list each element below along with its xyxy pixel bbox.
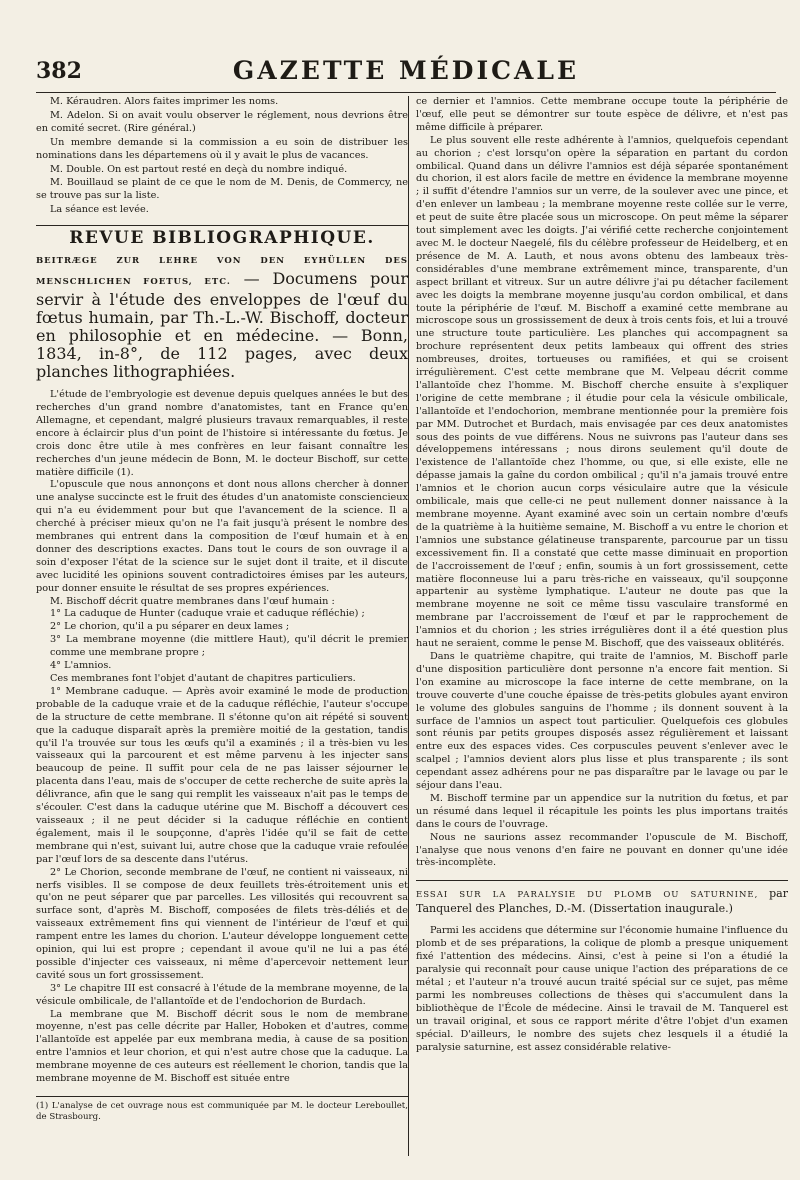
right-column	[416, 96, 788, 1156]
minutes-line: M. Double. On est partout resté en deçà du nombre indiqué.	[50, 163, 348, 175]
book-title-lead: BEITRÆGE ZUR LEHRE VON DEN EYHÜLLEN DES MENSCHLICHEN FOETUS, ETC.	[36, 256, 408, 288]
paragraph: L'opuscule que nous annonçons et dont nous allons chercher à donner une analyse succincte est le fruit des études d'un anatomiste consciencieux qui n'a eu évidemment pour but que l'avancement de la science. Il a cherché à préciser mieux qu'on ne l'a fait jusqu'à présent le nombre des membranes qui entrent dans la composition de l'œuf humain et à en donner des descriptions exactes. Dans tout le cours de son ouvrage il a soin d'exposer l'état de la science sur le sujet dont il traite, et il discute avec lucidité les opinions souvent contradictoires émises par les auteurs, pour donner ensuite le résultat de ses propres expériences.	[36, 479, 408, 594]
minutes-line: M. Bouillaud se plaint de ce que le nom de M. Denis, de Commercy, ne se trouve pas sur la liste.	[36, 177, 408, 202]
paragraph: La membrane que M. Bischoff décrit sous le nom de membrane moyenne, n'est pas celle décrite par Haller, Hoboken et d'autres, comme l'allantoïde est appelée par eux membrana media, à cause de sa position entre l'amnios et leur chorion, et qui n'est autre chose que la caduque. La membrane moyenne de ces auteurs est réellement le chorion, tandis que la membrane moyenne de M. Bischoff est située entre	[36, 1008, 408, 1085]
paragraph: M. Bischoff décrit quatre membranes dans l'œuf humain :	[50, 595, 335, 607]
paragraph: L'étude de l'embryologie est devenue depuis quelques années le but des recherches d'un grand nombre d'anatomistes, tant en France qu'en Allemagne, et cependant, malgré plusieurs travaux remarquables, il reste encore à éclaircir plus d'un point de l'histoire si intéressante du fœtus. Je crois donc être utile à mes confrères en leur faisant connaître les recherches d'un jeune médecin de Bonn, M. le docteur Bischoff, sur cette matière difficile (1).	[36, 389, 408, 478]
page-header	[36, 52, 776, 92]
column-separator	[408, 96, 409, 1156]
footnote: (1) L'analyse de cet ouvrage nous est communiquée par M. le docteur Lereboullet, de Strasbourg.	[36, 1096, 408, 1123]
paragraph: ce dernier et l'amnios. Cette membrane occupe toute la périphérie de l'œuf, elle peut se démontrer sur toute espèce de délivre, et n'est pas même difficile à préparer.	[416, 96, 788, 133]
list-item: 4° L'amnios.	[50, 660, 112, 672]
running-title: GAZETTE MÉDICALE	[232, 56, 580, 85]
paragraph: M. Bischoff termine par un appendice sur la nutrition du fœtus, et par un résumé dans lequel il récapitule les points les plus importans traités dans le cours de l'ouvrage.	[416, 792, 788, 830]
minutes-line: M. Kéraudren. Alors faites imprimer les noms.	[50, 96, 279, 107]
essay-title-lead: ESSAI SUR LA PARALYSIE DU PLOMB OU SATURNINE,	[416, 890, 759, 901]
paragraph: Parmi les accidens que détermine sur l'économie humaine l'influence du plomb et de ses préparations, la colique de plomb a presque uniquement fixé l'attention des médecins. Ainsi, c'est à peine si l'on a étudié la paralysie qui reconnaît pour cause unique l'action des préparations de ce métal ; et l'auteur n'a trouvé aucun traité spécial sur ce sujet, pas même parmi les nombreuses collections de thèses qui s'accumulent dans la bibliothèque de l'École de médecine. Ainsi le travail de M. Tanquerel est un travail original, et sous ce rapport mérite d'être l'objet d'un examen spécial. D'ailleurs, le nombre des sujets chez lesquels il a étudié la paralysie saturnine, est assez considérable relative-	[416, 925, 788, 1053]
minutes-line: La séance est levée.	[50, 204, 149, 216]
essay-title	[416, 880, 788, 915]
essay-title-rest: par Tanquerel des Planches, D.-M. (Dissertation inaugurale.)	[416, 887, 788, 916]
minutes-line: Un membre demande si la commission a eu soin de distribuer les nominations dans les départemens où il y avait le plus de vacances.	[36, 136, 408, 161]
minutes-line: M. Adelon. Si on avait voulu observer le réglement, nous devrions être en comité secret. (Rire général.)	[36, 109, 408, 134]
paragraph: Ces membranes font l'objet d'autant de chapitres particuliers.	[50, 673, 356, 684]
paragraph: 2° Le Chorion, seconde membrane de l'œuf, ne contient ni vaisseaux, ni nerfs visibles. Il se compose de deux feuillets très-étroitement unis et qu'on ne peut séparer que par parcelles. Les villosités qui recouvrent sa surface sont, d'après M. Bischoff, composées de filets très-déliés et de vaisseaux extrêmement fins qui viennent de l'intérieur de l'œuf et qui rampent entre les lames du chorion. L'auteur développe longuement cette opinion, qui lui est propre ; cependant il avoue qu'il ne lui a pas été possible d'injecter ces vaisseaux, ni même d'apercevoir nettement leur cavité sous un fort grossissement.	[36, 866, 408, 981]
paragraph: Nous ne saurions assez recommander l'opuscule de M. Bischoff, l'analyse que nous venons d'en faire ne pouvant en donner qu'une idée très-incomplète.	[416, 831, 788, 869]
book-title-rest: — Documens pour servir à l'étude des enveloppes de l'œuf du fœtus humain, par Th.-L.-W. Bischoff, docteur en philosophie et en médecine. — Bonn, 1834, in-8°, de 112 pages, avec deux planches lithographiées.	[36, 269, 408, 382]
page-number: 382	[36, 58, 82, 84]
left-column	[36, 96, 408, 1156]
paragraph: Dans le quatrième chapitre, qui traite de l'amnios, M. Bischoff parle d'une disposition particulière dont personne n'a encore fait mention. Si l'on examine au microscope la face interne de cette membrane, on la trouve couverte d'une couche épaisse de très-petits globules ayant environ le volume des globules sanguins de l'homme ; ils donnent souvent à la surface de l'amnios un aspect tout particulier. Quelquefois ces globules sont réunis par petits groupes disposés assez régulièrement et laissant entre eux des espaces vides. Ces corpuscules peuvent s'enlever avec le scalpel ; l'amnios devient alors plus lisse et plus transparente ; ils sont cependant assez adhérens pour ne pas disparaître par le lavage ou par le séjour dans l'eau.	[416, 650, 788, 792]
section-title: REVUE BIBLIOGRAPHIQUE.	[36, 225, 408, 245]
header-rule	[36, 92, 776, 93]
list-item: 1° La caduque de Hunter (caduque vraie et caduque réfléchie) ;	[50, 608, 365, 620]
paragraph: Le plus souvent elle reste adhérente à l'amnios, quelquefois cependant au chorion ; c'est lorsqu'on opère la séparation en partant du cordon ombilical. Quand dans un délivre l'amnios est déjà séparée spontanément du chorion, il est alors facile de mettre en évidence la membrane moyenne ; il suffit d'étendre l'amnios sur un verre, de la soulever avec une pince, et d'en enlever un lambeau ; la membrane moyenne reste collée sur le verre, et peut de suite être placée sous un microscope. On peut même la séparer tout simplement avec les doigts. J'ai vérifié cette recherche conjointement avec M. le docteur Naegelé, fils du célèbre professeur de Heidelberg, et en présence de M. A. Lauth, et nous avons obtenu des lambeaux très-considérables d'une membrane extrêmement mince, transparente, d'un aspect brillant et vitreux. Sur un autre délivre j'ai pu détacher facilement avec les doigts la membrane moyenne jusqu'au cordon ombilical, et dans toute la périphérie de l'œuf. M. Bischoff a examiné cette membrane au microscope sous un grossissement de deux à trois cents fois, et lui a trouvé une structure toute particulière. Les planches qui accompagnent sa brochure représentent deux petits lambeaux qui offrent des stries nombreuses, droites, tortueuses ou ramifiées, et qui se croisent irrégulièrement. C'est cette membrane que M. Velpeau décrit comme l'allantoïde chez l'homme. M. Bischoff cherche ensuite à s'expliquer l'origine de cette membrane ; il étudie pour cela la vésicule ombilicale, l'allantoïde et l'endochorion, membrane mentionnée pour la première fois par MM. Dutrochet et Burdach, mais envisagée par ces deux anatomistes sous des points de vue différens. Nous ne suivrons pas l'auteur dans ses développemens intéressans ; nous dirons seulement qu'il doute de l'existence de l'allantoïde chez l'homme, ou que, si elle existe, elle ne dépasse jamais la gaîne du cordon ombilical ; qu'il n'a jamais trouvé entre l'amnios et le chorion aucun corps vésiculaire autre que la vésicule ombilicale, mais que celle-ci ne peut nullement donner naissance à la membrane moyenne. Ayant examiné avec soin un certain nombre d'œufs de la quatrième à la huitième semaine, M. Bischoff a vu entre le chorion et l'amnios une substance gélatineuse transparente, parcourue par un tissu excessivement fin. Il a constaté que cette masse diminuait en proportion de l'accroissement de l'œuf ; enfin, soumis à un fort grossissement, cette matière floconneuse lui a paru très-riche en vaisseaux, qu'il soupçonne appartenir au système lymphatique. L'auteur ne doute pas que la membrane moyenne ne soit ce même tissu vasculaire transformé en membrane par l'accroissement de l'œuf et par le rapprochement de l'amnios et du chorion ; les stries irrégulières dont il a été question plus haut ne seraient, comme le pense M. Bischoff, que des vaisseaux oblitérés.	[416, 134, 788, 650]
paragraph: 3° Le chapitre III est consacré à l'étude de la membrane moyenne, de la vésicule ombilicale, de l'allantoïde et de l'endochorion de Burdach.	[36, 982, 408, 1007]
list-item: 3° La membrane moyenne (die mittlere Haut), qu'il décrit le premier comme une membrane propre ;	[50, 634, 408, 659]
book-title	[36, 249, 408, 381]
paragraph: 1° Membrane caduque. — Après avoir examiné le mode de production probable de la caduque vraie et de la caduque réfléchie, l'auteur s'occupe de la structure de cette membrane. Il s'étonne qu'on ait répété si souvent que la caduque disparaît après la première moitié de la gestation, tandis qu'il l'a trouvée sur tous les œufs qu'il a examinés ; il a très-bien vu les vaisseaux qui la parcourent et est même parvenu à les injecter sans beaucoup de peine. Il suffit pour cela de ne pas laisser séjourner le placenta dans l'eau, mais de s'occuper de cette recherche de suite après la délivrance, afin que le sang qui remplit les vaisseaux n'ait pas le temps de s'écouler. C'est dans la caduque utérine que M. Bischoff a découvert ces vaisseaux ; il ne peut décider si la caduque réfléchie en contient également, mais il le soupçonne, d'après l'idée qu'il se fait de cette membrane qui n'est, suivant lui, autre chose que la caduque vraie refoulée par l'œuf lors de sa descente dans l'utérus.	[36, 685, 408, 865]
list-item: 2° Le chorion, qu'il a pu séparer en deux lames ;	[50, 621, 290, 633]
